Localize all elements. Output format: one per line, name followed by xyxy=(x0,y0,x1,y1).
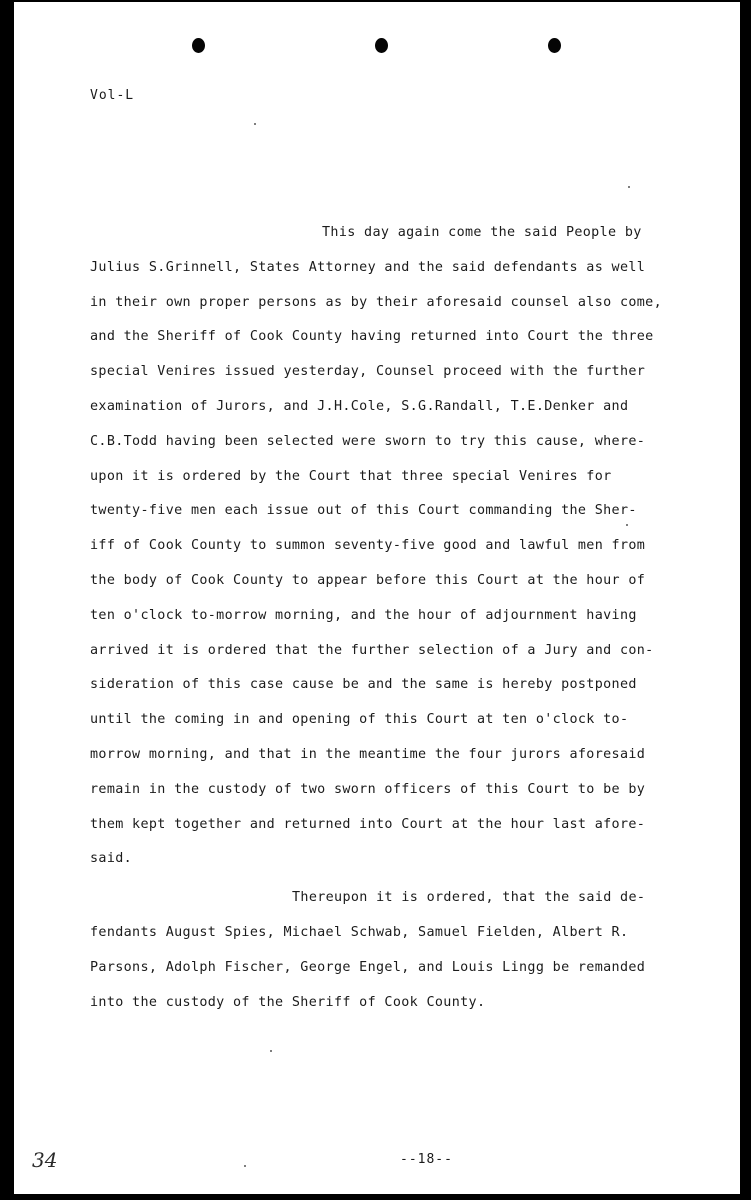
text-line: the body of Cook County to appear before this Court at the hour of xyxy=(90,572,646,588)
punch-hole-left xyxy=(192,38,205,53)
handwritten-page-number: 34 xyxy=(32,1148,58,1172)
speck xyxy=(244,1165,246,1167)
text-line: into the custody of the Sheriff of Cook County. xyxy=(90,994,486,1010)
text-line: Julius S.Grinnell, States Attorney and the said defendants as well xyxy=(90,259,646,275)
text-line: fendants August Spies, Michael Schwab, Samuel Fielden, Albert R. xyxy=(90,924,629,940)
text-line: C.B.Todd having been selected were sworn to try this cause, where- xyxy=(90,433,646,449)
text-line: iff of Cook County to summon seventy-five good and lawful men from xyxy=(90,538,646,554)
text-line: examination of Jurors, and J.H.Cole, S.G.Randall, T.E.Denker and xyxy=(90,398,629,414)
document-body xyxy=(90,216,720,1020)
text-line: remain in the custody of two sworn officers of this Court to be by xyxy=(90,781,646,797)
text-line: ten o'clock to-morrow morning, and the hour of adjournment having xyxy=(90,607,637,623)
text-line: in their own proper persons as by their aforesaid counsel also come, xyxy=(90,294,663,310)
document-page xyxy=(14,2,740,1194)
text-line: twenty-five men each issue out of this Court commanding the Sher- xyxy=(90,503,637,519)
text-line: morrow morning, and that in the meantime the four jurors aforesaid xyxy=(90,746,646,762)
speck xyxy=(628,186,630,188)
text-line: upon it is ordered by the Court that three special Venires for xyxy=(90,468,612,484)
speck xyxy=(254,123,256,125)
punch-hole-right xyxy=(548,38,561,53)
page-number: --18-- xyxy=(400,1152,453,1167)
text-line: special Venires issued yesterday, Counsel proceed with the further xyxy=(90,364,646,380)
text-line: Parsons, Adolph Fischer, George Engel, and Louis Lingg be remanded xyxy=(90,959,646,975)
text-line: Thereupon it is ordered, that the said de- xyxy=(292,890,646,906)
text-line: and the Sheriff of Cook County having returned into Court the three xyxy=(90,329,654,345)
text-line: sideration of this case cause be and the same is hereby postponed xyxy=(90,677,637,693)
volume-label: Vol-L xyxy=(90,88,135,103)
text-line: said. xyxy=(90,851,133,867)
text-line: until the coming in and opening of this Court at ten o'clock to- xyxy=(90,712,629,728)
text-line: arrived it is ordered that the further selection of a Jury and con- xyxy=(90,642,654,658)
text-line: This day again come the said People by xyxy=(322,225,642,240)
speck xyxy=(270,1050,272,1052)
punch-hole-center xyxy=(375,38,388,53)
text-line: them kept together and returned into Court at the hour last afore- xyxy=(90,816,646,832)
